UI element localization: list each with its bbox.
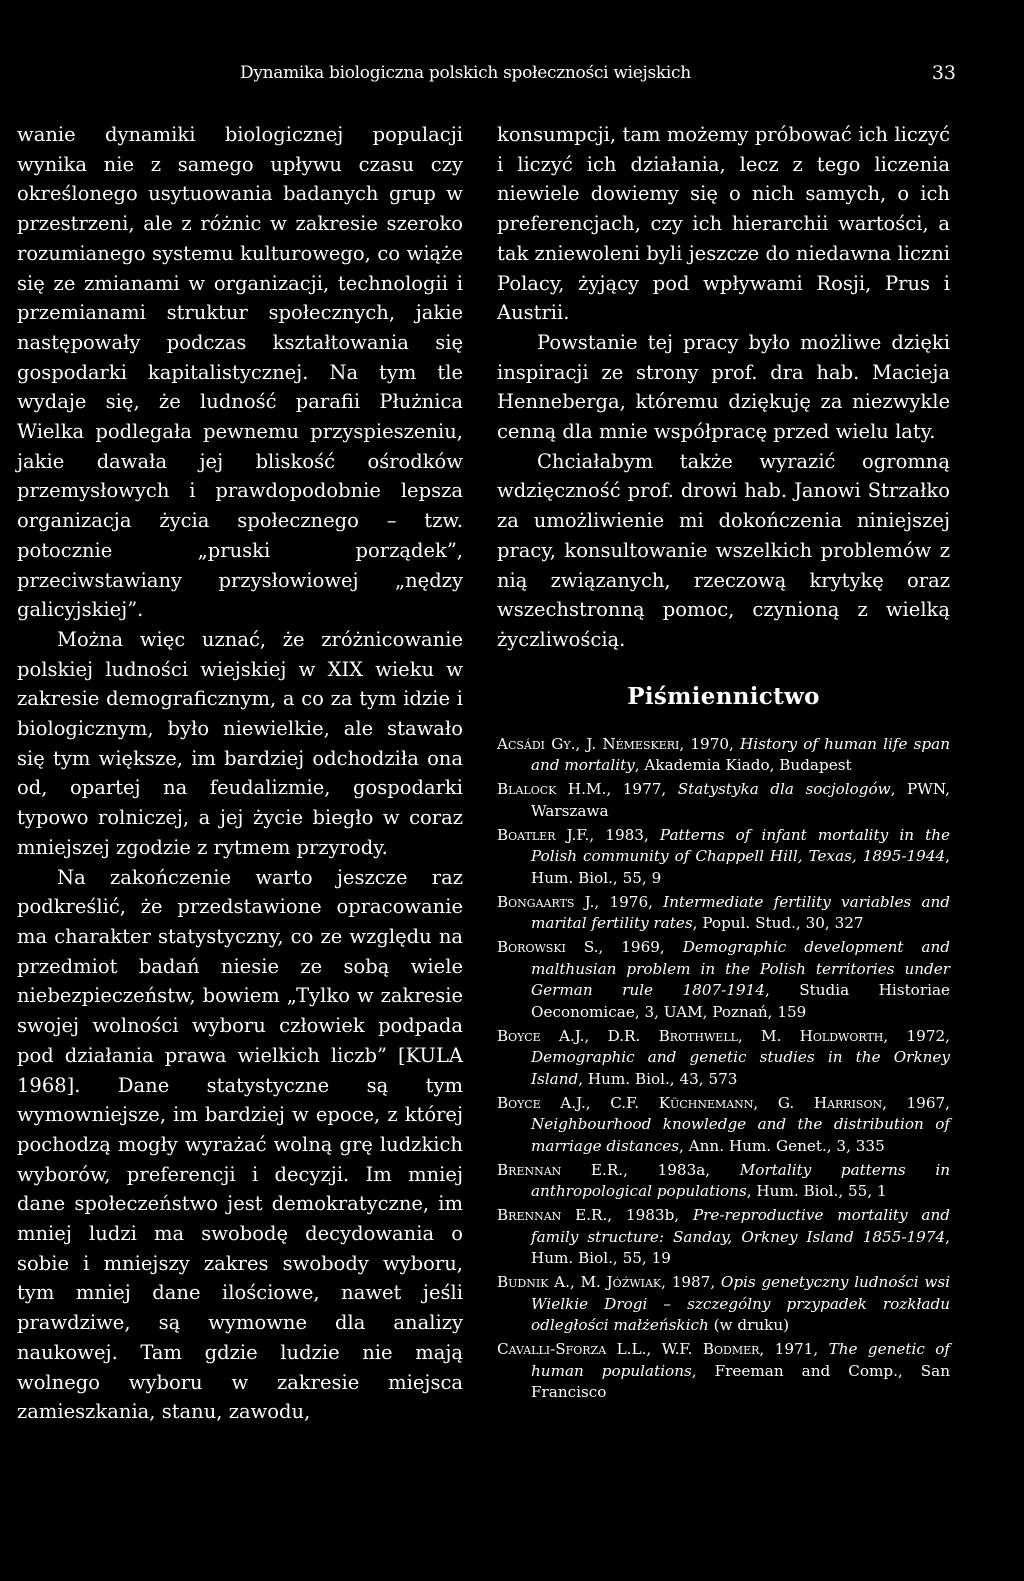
paragraph: Powstanie tej pracy było możliwe dzięki inspiracji ze strony prof. dra hab. Macieja Henneberga, któremu dziękuję za niezwykle cenną dla mnie współpracę przed wielu laty. <box>497 330 950 444</box>
reference-details: , Studia Historiae Oeconomicae, 3, UAM, Poznań, 159 <box>531 981 950 1021</box>
reference-title: The genetic of human populations <box>531 1340 950 1380</box>
running-header <box>240 58 956 88</box>
reference-title: Patterns of infant mortality in the Polish community of Chappell Hill, Texas, 1895-1944 <box>531 825 950 866</box>
reference-year: 1977, <box>611 780 678 799</box>
reference-details: , Hum. Biol., 55, 9 <box>531 847 950 887</box>
left-column <box>17 120 463 1427</box>
reference-year: 1971, <box>764 1340 829 1359</box>
reference-authors: Budnik A., M. Jóźwiak, <box>497 1273 666 1292</box>
reference-authors: Cavalli-Sforza L.L., W.F. Bodmer, <box>497 1340 765 1359</box>
reference-year: 1967, <box>886 1093 950 1112</box>
reference-authors: Boyce A.J., C.F. Küchnemann, G. Harrison, <box>497 1093 887 1112</box>
section-title: Piśmiennictwo <box>627 682 820 710</box>
reference-details: , Hum. Biol., 55, 19 <box>531 1227 950 1268</box>
reference-authors: Blalock H.M., <box>497 780 612 799</box>
reference-year: 1969, <box>603 938 683 957</box>
reference-list <box>497 734 950 1404</box>
paragraph: Na zakończenie warto jeszcze raz podkreślić, że przedstawione opracowanie ma charakter statystyczny, co ze względu na przedmiot badań niesie ze sobą wiele niebezpieczeństw, bowiem „Tylko w zakresie swojej wolności wyboru człowiek podpada pod działania prawa wielkich liczb” [KULA 1968]. Dane statystyczne są tym wymowniejsze, im bardziej w epoce, z której pochodzą mogły wyrażać wolną grę ludzkich wyborów, preferencji i decyzji. Im mniej dane społeczeństwo jest demokratyczne, im mniej ludzi ma swobodę decydowania o sobie i mniejszy zakres swobody wyboru, tym mniej dane ilościowe, nawet jeśli prawdziwe, są wymowne dla analizy naukowej. Tam gdzie ludzie nie mają wolnego wyboru w zakresie miejsca zamieszkania, stanu, zawodu, <box>17 865 463 1424</box>
paragraph: Chciałabym także wyrazić ogromną wdzięczność prof. drowi hab. Janowi Strzałko za umożliwienie mi dokończenia niniejszej pracy, konsultowanie wszelkich problemów z nią związanych, rzeczową krytykę oraz wszechstronną pomoc, czynioną z wielką życzliwością. <box>497 449 950 651</box>
reference-details: , PWN, Warszawa <box>531 780 951 820</box>
reference-details: , Ann. Hum. Genet., 3, 335 <box>679 1136 885 1155</box>
reference-item <box>497 825 950 890</box>
reference-item <box>497 779 950 822</box>
reference-item <box>497 937 950 1023</box>
reference-item <box>497 1272 950 1337</box>
reference-authors: Acsádi Gy., J. Némeskeri, <box>497 734 685 753</box>
reference-details: , Hum. Biol., 43, 573 <box>578 1069 738 1088</box>
reference-year: 1983, <box>594 825 660 844</box>
reference-item <box>497 1026 950 1091</box>
right-column <box>497 120 950 1406</box>
reference-year: 1970, <box>684 734 741 753</box>
reference-title: History of human life span and mortality <box>531 734 950 775</box>
reference-item <box>497 1093 950 1158</box>
reference-year: 1972, <box>888 1026 950 1045</box>
reference-details: , Popul. Stud., 30, 327 <box>692 914 864 933</box>
reference-title: Statystyka dla socjologów <box>677 780 891 799</box>
paragraph: konsumpcji, tam możemy próbować ich liczyć i liczyć ich działania, lecz z tego liczenia niewiele dowiemy się o nich samych, o ich preferencjach, czy ich hierarchii wartości, a tak zniewoleni byli jeszcze do niedawna liczni Polacy, żyjący pod wpływami Rosji, Prus i Austrii. <box>497 123 950 325</box>
reference-item <box>497 1205 950 1270</box>
reference-item <box>497 1160 950 1203</box>
reference-title: Mortality patterns in anthropological populations <box>531 1160 950 1201</box>
reference-details: , Hum. Biol., 55, 1 <box>746 1182 887 1201</box>
reference-title: Pre-reproductive mortality and family structure: Sanday, Orkney Island 1855-1974 <box>531 1206 950 1246</box>
reference-item <box>497 1339 950 1404</box>
reference-authors: Borowski S., <box>497 938 604 957</box>
paragraph: Można więc uznać, że zróżnicowanie polskiej ludności wiejskiej w XIX wieku w zakresie demograficznym, a co za tym idzie i biologicznym, było niewielkie, ale stawało się tym większe, im bardziej odchodziła ona od, opartej na feudalizmie, gospodarki typowo rolniczej, a jej życie biegło w coraz mniejszej zgodzie z rytmem przyrody. <box>17 627 463 859</box>
reference-authors: Brennan E.R., <box>497 1206 613 1225</box>
reference-details: , Freeman and Comp., San Francisco <box>531 1361 950 1402</box>
reference-title: Demographic development and malthusian problem in the Polish territories under German rule 1807-1914 <box>531 938 950 1000</box>
reference-details: , Akademia Kiado, Budapest <box>634 756 852 775</box>
reference-authors: Boatler J.F., <box>497 825 595 844</box>
running-title: Dynamika biologiczna polskich społeczności wiejskich <box>240 63 691 83</box>
reference-year: 1983a, <box>627 1160 740 1179</box>
paragraph: wanie dynamiki biologicznej populacji wynika nie z samego upływu czasu czy określonego usytuowania badanych grup w przestrzeni, ale z różnic w zakresie szeroko rozumianego systemu kulturowego, co wiąże się ze zmianami w organizacji, technologii i przemianami struktur społecznych, jakie następowały podczas kształtowania się gospodarki kapitalistycznej. Na tym tle wydaje się, że ludność parafii Płużnica Wielka podlegała pewnemu przyspieszeniu, jakie dawała jej bliskość ośrodków przemysłowych i prawdopodobnie lepsza organizacja życia społecznego – tzw. potocznie „pruski porządek”, przeciwstawiany przysłowiowej „nędzy galicyjskiej”. <box>17 123 463 622</box>
reference-item <box>497 892 950 935</box>
reference-authors: Boyce A.J., D.R. Brothwell, M. Holdworth, <box>497 1026 889 1045</box>
reference-title: Intermediate fertility variables and marital fertility rates <box>531 892 951 933</box>
reference-item <box>497 734 950 777</box>
reference-title: Neighbourhood knowledge and the distribution of marriage distances <box>531 1115 950 1155</box>
reference-title: Demographic and genetic studies in the Orkney Island <box>531 1048 950 1088</box>
reference-year: 1976, <box>599 892 664 911</box>
reference-year: 1983b, <box>612 1206 693 1225</box>
reference-title: Opis genetyczny ludności wsi Wielkie Drogi – szczególny przypadek rozkładu odległości małżeńskich <box>531 1273 950 1335</box>
reference-details: (w druku) <box>708 1316 790 1335</box>
page-number: 33 <box>931 62 956 84</box>
reference-authors: Bongaarts J., <box>497 892 600 911</box>
reference-authors: Brennan E.R., <box>497 1160 628 1179</box>
reference-year: 1987, <box>665 1273 721 1292</box>
